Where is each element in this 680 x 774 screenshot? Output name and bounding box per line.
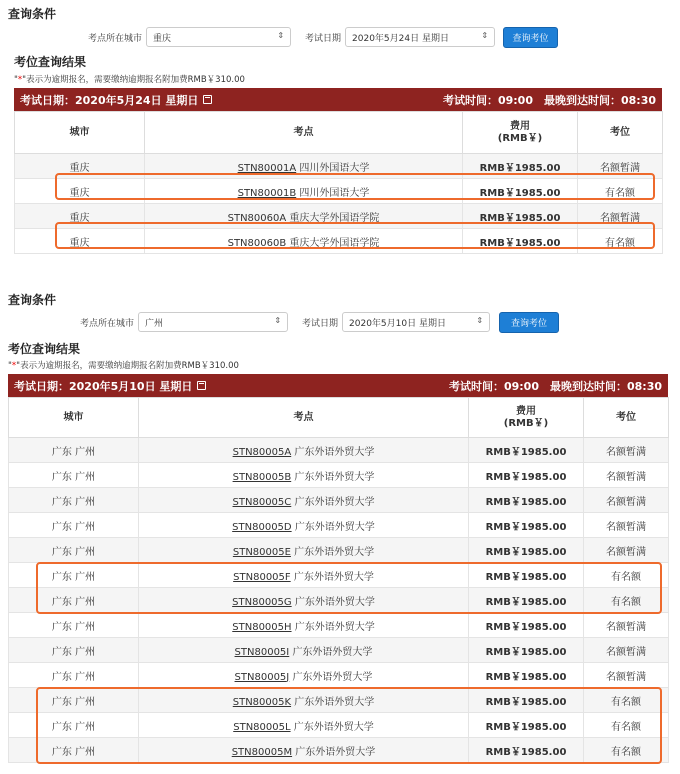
search-seat-button[interactable]: 查询考位 [503,27,558,48]
site-code-link[interactable]: STN80001B [237,187,297,199]
city-cell: 广东 广州 [9,613,139,638]
table-row [15,204,663,229]
site-name: 四川外国语大学 [299,162,370,174]
col-header-fee: 费用 (RMB￥) [463,112,578,154]
exam-info-bar [14,88,662,111]
date-select-value: 2020年5月24日 星期日 [352,33,449,44]
city-cell: 广东 广州 [9,488,139,513]
table-row [15,179,663,204]
site-name: 广东外语外贸大学 [294,496,375,508]
site-name: 广东外语外贸大学 [292,646,373,658]
site-name: 广东外语外贸大学 [294,471,375,483]
exam-time-text: 考试时间：09:00 最晚到达时间：08:30 [442,93,656,107]
site-name: 广东外语外贸大学 [294,546,375,558]
fee-cell: RMB￥1985.00 [469,638,584,663]
city-cell: 广东 广州 [9,713,139,738]
table-row [15,154,663,179]
exam-date-text: 考试日期：2020年5月10日 星期日 [14,379,193,393]
site-name: 广东外语外贸大学 [294,446,375,458]
seat-status-cell: 有名额 [584,688,669,713]
fee-cell: RMB￥1985.00 [469,688,584,713]
table-row [9,613,669,638]
col-header-site: 考点 [139,398,469,438]
site-cell [139,513,469,538]
table-row [9,738,669,763]
city-cell: 重庆 [15,229,145,254]
city-cell: 重庆 [15,179,145,204]
fee-cell: RMB￥1985.00 [469,713,584,738]
results-title: 考位查询结果 [14,55,87,69]
seat-status-cell: 有名额 [578,179,663,204]
city-cell: 广东 广州 [9,663,139,688]
table-row [9,713,669,738]
seat-status-cell: 名额暂满 [584,438,669,463]
seat-status-cell: 名额暂满 [584,538,669,563]
site-cell [139,563,469,588]
site-code-link[interactable]: STN80005A [232,446,292,458]
col-header-seat: 考位 [578,112,663,154]
site-cell [145,229,463,254]
city-cell: 广东 广州 [9,538,139,563]
fee-cell: RMB￥1985.00 [469,513,584,538]
site-code-link[interactable]: STN80005M [231,746,293,758]
site-cell [139,588,469,613]
site-code-link[interactable]: STN80005D [232,521,292,533]
table-row [9,538,669,563]
seat-table [14,111,663,254]
fee-cell: RMB￥1985.00 [463,229,578,254]
seat-status-cell: 名额暂满 [584,488,669,513]
site-name: 四川外国语大学 [299,187,370,199]
site-name: 广东外语外贸大学 [295,746,376,758]
date-select[interactable] [345,27,495,47]
site-code-link[interactable]: STN80005H [232,621,292,633]
site-code-link[interactable]: STN80005E [232,546,291,558]
site-name: 重庆大学外国语学院 [289,237,380,249]
date-select-value: 2020年5月10日 星期日 [349,318,446,329]
seat-status-cell: 名额暂满 [584,463,669,488]
seat-status-cell: 名额暂满 [584,663,669,688]
site-cell [145,179,463,204]
site-name: 广东外语外贸大学 [294,521,375,533]
table-row [9,438,669,463]
select-arrows-icon: ⇕ [476,316,484,325]
site-name: 广东外语外贸大学 [292,671,373,683]
table-row [9,488,669,513]
site-code-link[interactable]: STN80005B [232,471,292,483]
city-cell: 广东 广州 [9,738,139,763]
fee-cell: RMB￥1985.00 [469,463,584,488]
site-code-link[interactable]: STN80005J [234,671,290,683]
fee-cell: RMB￥1985.00 [463,204,578,229]
conditions-title: 查询条件 [8,7,57,21]
seat-status-cell: 名额暂满 [578,204,663,229]
site-code-link[interactable]: STN80005F [233,571,291,583]
date-select[interactable] [342,312,490,332]
city-cell: 重庆 [15,204,145,229]
table-row [9,513,669,538]
select-arrows-icon: ⇕ [277,31,285,40]
seat-status-cell: 有名额 [584,713,669,738]
city-cell: 广东 广州 [9,463,139,488]
table-row [9,463,669,488]
seat-status-cell: 有名额 [578,229,663,254]
site-cell [139,663,469,688]
site-cell [139,613,469,638]
city-cell: 广东 广州 [9,688,139,713]
site-name: 广东外语外贸大学 [294,621,375,633]
site-name: 广东外语外贸大学 [293,721,374,733]
calendar-icon [197,381,206,390]
city-label: 考点所在城市 [80,318,135,329]
site-cell [139,538,469,563]
site-cell [139,638,469,663]
table-row [9,638,669,663]
seat-status-cell: 有名额 [584,563,669,588]
fee-cell: RMB￥1985.00 [463,154,578,179]
seat-status-cell: 名额暂满 [584,613,669,638]
fee-cell: RMB￥1985.00 [463,179,578,204]
fee-cell: RMB￥1985.00 [469,538,584,563]
seat-status-cell: 名额暂满 [584,638,669,663]
site-cell [139,738,469,763]
site-name: 重庆大学外国语学院 [289,212,380,224]
seat-status-cell: 名额暂满 [584,513,669,538]
table-row [15,229,663,254]
table-row [9,588,669,613]
site-cell [139,438,469,463]
city-select[interactable] [146,27,291,47]
site-cell [145,204,463,229]
site-name: 广东外语外贸大学 [294,596,375,608]
site-name: 广东外语外贸大学 [294,696,375,708]
col-header-city: 城市 [15,112,145,154]
fee-cell: RMB￥1985.00 [469,613,584,638]
city-cell: 广东 广州 [9,513,139,538]
site-cell [139,713,469,738]
city-select[interactable] [138,312,288,332]
col-header-seat: 考位 [584,398,669,438]
table-row [9,563,669,588]
seat-table [8,397,669,763]
fee-cell: RMB￥1985.00 [469,588,584,613]
site-code-link[interactable]: STN80005C [232,496,292,508]
late-fee-note: "*"表示为逾期报名，需要缴纳逾期报名附加费RMB￥310.00 [14,75,245,85]
seat-status-cell: 有名额 [584,588,669,613]
site-code-link[interactable]: STN80005I [234,646,290,658]
fee-cell: RMB￥1985.00 [469,488,584,513]
city-cell: 广东 广州 [9,588,139,613]
exam-date-text: 考试日期：2020年5月24日 星期日 [20,93,199,107]
site-code-link[interactable]: STN80005K [232,696,292,708]
exam-time-text: 考试时间：09:00 最晚到达时间：08:30 [448,379,662,393]
city-cell: 广东 广州 [9,563,139,588]
site-code-link[interactable]: STN80060B [227,237,287,249]
table-row [9,688,669,713]
city-select-value: 重庆 [153,33,172,44]
site-cell [145,154,463,179]
site-name: 广东外语外贸大学 [293,571,374,583]
seat-status-cell: 名额暂满 [578,154,663,179]
col-header-fee: 费用 (RMB￥) [469,398,584,438]
fee-cell: RMB￥1985.00 [469,738,584,763]
site-code-link[interactable]: STN80060A [227,212,287,224]
date-label: 考试日期 [302,318,339,329]
site-code-link[interactable]: STN80005G [232,596,292,608]
col-header-city: 城市 [9,398,139,438]
conditions-title: 查询条件 [8,293,57,307]
table-row [9,663,669,688]
city-select-value: 广州 [145,318,164,329]
calendar-icon [203,95,212,104]
site-cell [139,463,469,488]
fee-cell: RMB￥1985.00 [469,563,584,588]
city-cell: 重庆 [15,154,145,179]
late-fee-note: "*"表示为逾期报名，需要缴纳逾期报名附加费RMB￥310.00 [8,361,239,371]
select-arrows-icon: ⇕ [481,31,489,40]
col-header-site: 考点 [145,112,463,154]
city-cell: 广东 广州 [9,638,139,663]
seat-status-cell: 有名额 [584,738,669,763]
site-cell [139,488,469,513]
site-code-link[interactable]: STN80001A [237,162,297,174]
fee-cell: RMB￥1985.00 [469,663,584,688]
search-seat-button[interactable]: 查询考位 [499,312,559,333]
city-label: 考点所在城市 [88,33,143,44]
exam-info-bar [8,374,668,397]
site-code-link[interactable]: STN80005L [233,721,291,733]
city-cell: 广东 广州 [9,438,139,463]
site-cell [139,688,469,713]
date-label: 考试日期 [305,33,342,44]
results-title: 考位查询结果 [8,342,81,356]
select-arrows-icon: ⇕ [274,316,282,325]
fee-cell: RMB￥1985.00 [469,438,584,463]
